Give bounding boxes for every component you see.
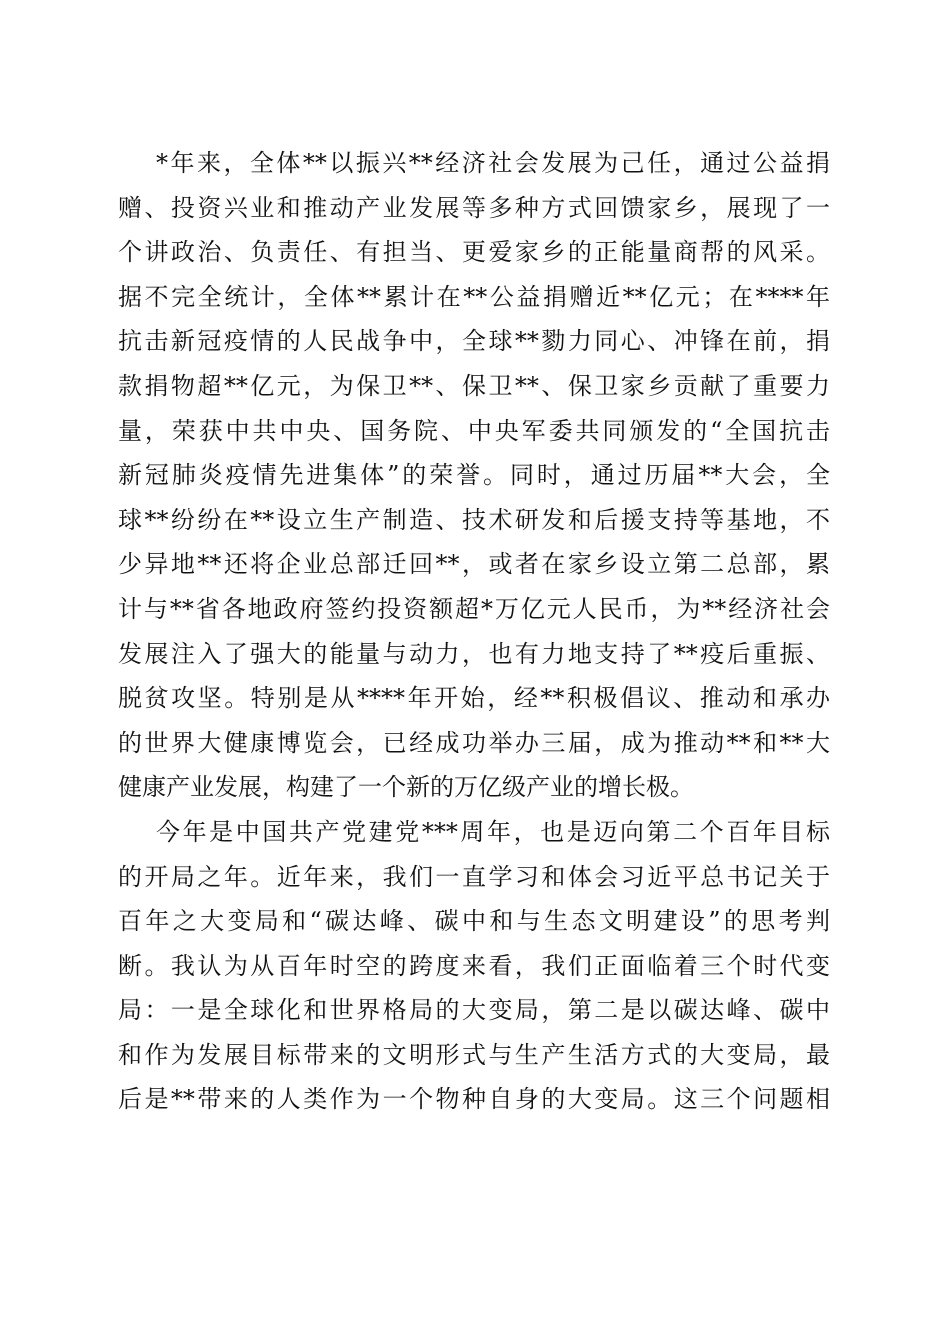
paragraph-line: 计与**省各地政府签约投资额超*万亿元人民币，为**经济社会	[118, 594, 830, 623]
paragraph-line: 据不完全统计，全体**累计在**公益捐赠近**亿元；在****年	[118, 282, 830, 311]
body-text	[118, 141, 830, 1122]
paragraph-line: 抗击新冠疫情的人民战争中，全球**勠力同心、冲锋在前，捐	[118, 327, 830, 356]
paragraph-line: 球**纷纷在**设立生产制造、技术研发和后援支持等基地，不	[118, 505, 830, 534]
paragraph-line: 局：一是全球化和世界格局的大变局，第二是以碳达峰、碳中	[118, 996, 830, 1025]
paragraph-line: 个讲政治、负责任、有担当、更爱家乡的正能量商帮的风采。	[118, 238, 830, 267]
paragraph-1	[118, 141, 830, 810]
paragraph-line: 量，荣获中共中央、国务院、中央军委共同颁发的“全国抗击	[118, 416, 830, 445]
paragraph-line: 新冠肺炎疫情先进集体”的荣誉。同时，通过历届**大会，全	[118, 461, 830, 490]
paragraph-line: 脱贫攻坚。特别是从****年开始，经**积极倡议、推动和承办	[118, 684, 830, 713]
paragraph-line: 和作为发展目标带来的文明形式与生产生活方式的大变局，最	[118, 1040, 830, 1069]
paragraph-line: 断。我认为从百年时空的跨度来看，我们正面临着三个时代变	[118, 951, 830, 980]
paragraph-line: 百年之大变局和“碳达峰、碳中和与生态文明建设”的思考判	[118, 907, 830, 936]
paragraph-line: 今年是中国共产党建党***周年，也是迈向第二个百年目标	[156, 817, 830, 846]
paragraph-line: 少异地**还将企业总部迁回**，或者在家乡设立第二总部，累	[118, 550, 830, 579]
paragraph-line: 赠、投资兴业和推动产业发展等多种方式回馈家乡，展现了一	[118, 193, 830, 222]
paragraph-line: 发展注入了强大的能量与动力，也有力地支持了**疫后重振、	[118, 639, 830, 668]
paragraph-line: 健康产业发展，构建了一个新的万亿级产业的增长极。	[118, 773, 694, 802]
paragraph-line: 款捐物超**亿元，为保卫**、保卫**、保卫家乡贡献了重要力	[118, 371, 830, 400]
paragraph-line: 的开局之年。近年来，我们一直学习和体会习近平总书记关于	[118, 862, 830, 891]
paragraph-line: 的世界大健康博览会，已经成功举办三届，成为推动**和**大	[118, 728, 830, 757]
paragraph-2	[118, 810, 830, 1122]
paragraph-line: 后是**带来的人类作为一个物种自身的大变局。这三个问题相	[118, 1085, 830, 1114]
paragraph-line: *年来，全体**以振兴**经济社会发展为己任，通过公益捐	[156, 149, 830, 177]
